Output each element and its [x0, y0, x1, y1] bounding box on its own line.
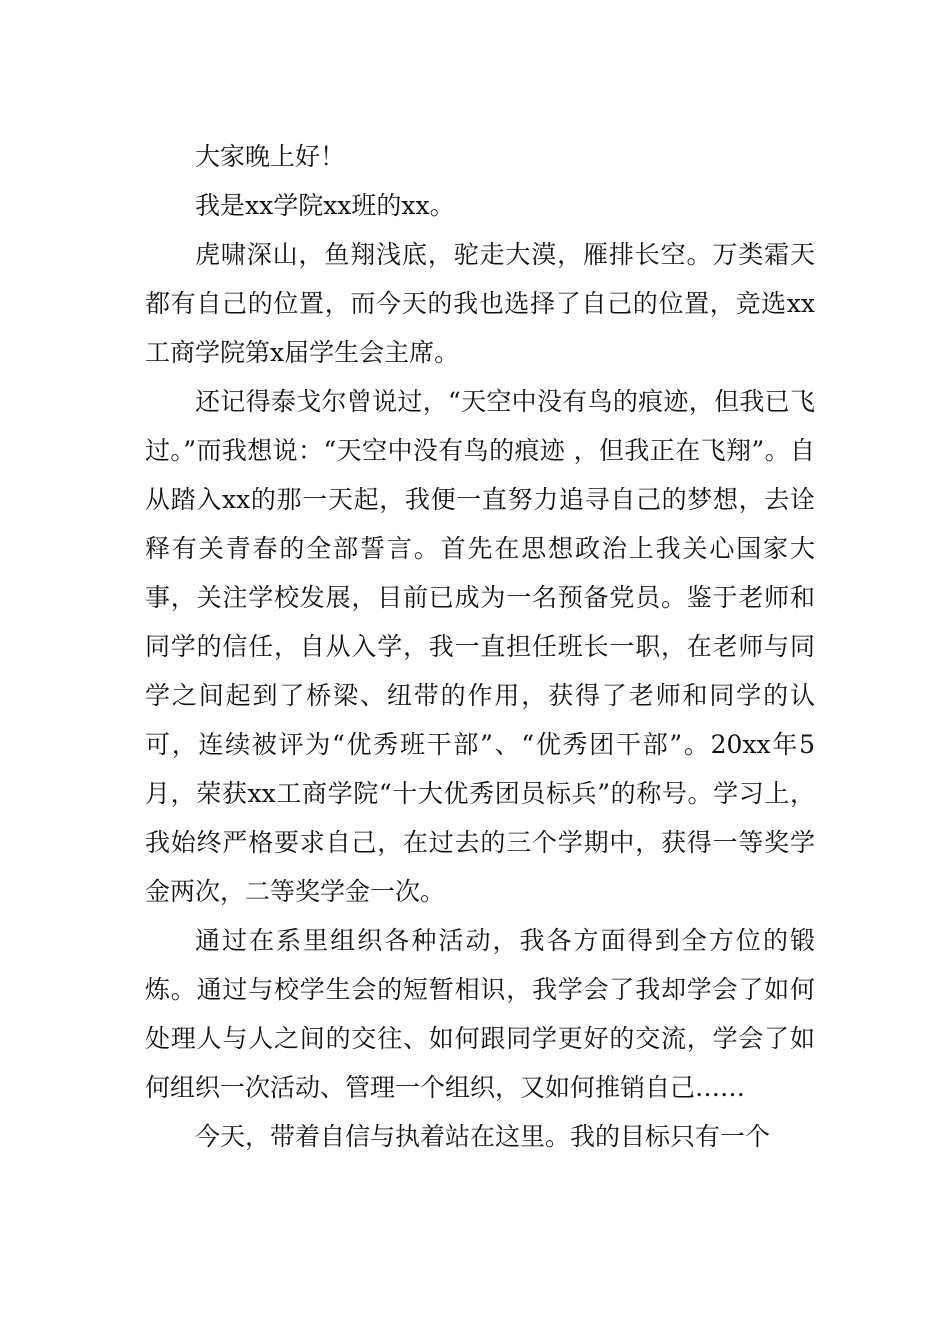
paragraph-greeting: 大家晚上好！: [195, 142, 346, 171]
document-body: [145, 132, 815, 1161]
paragraph-goal: 今天，带着自信与执着站在这里。我的目标只有一个: [195, 1122, 771, 1151]
paragraph-achievements: 还记得泰戈尔曾说过，“天空中没有鸟的痕迹，但我已飞过。”而我想说：“天空中没有鸟的痕迹 ，但我正在飞翔”。自从踏入xx的那一天起，我便一直努力追寻自己的梦想，去诠释有关青春的全部誓言。首先在思想政治上我关心国家大事，关注学校发展，目前已成为一名预备党员。鉴于老师和同学的信任，自从入学，我一直担任班长一职，在老师与同学之间起到了桥梁、纽带的作用，获得了老师和同学的认可，连续被评为“优秀班干部”、“优秀团干部”。20xx年5月，荣获xx工商学院“十大优秀团员标兵”的称号。学习上，我始终严格要求自己，在过去的三个学期中，获得一等奖学金两次，二等奖学金一次。: [145, 387, 815, 906]
paragraph-position: 虎啸深山，鱼翔浅底，驼走大漠，雁排长空。万类霜天都有自己的位置，而今天的我也选择了自己的位置，竞选xx工商学院第x届学生会主席。: [145, 240, 815, 367]
paragraph-activities: 通过在系里组织各种活动，我各方面得到全方位的锻炼。通过与校学生会的短暂相识，我学会了我却学会了如何处理人与人之间的交往、如何跟同学更好的交流，学会了如何组织一次活动、管理一个组织，又如何推销自己……: [145, 926, 815, 1102]
paragraph-introduction: 我是xx学院xx班的xx。: [195, 191, 455, 220]
